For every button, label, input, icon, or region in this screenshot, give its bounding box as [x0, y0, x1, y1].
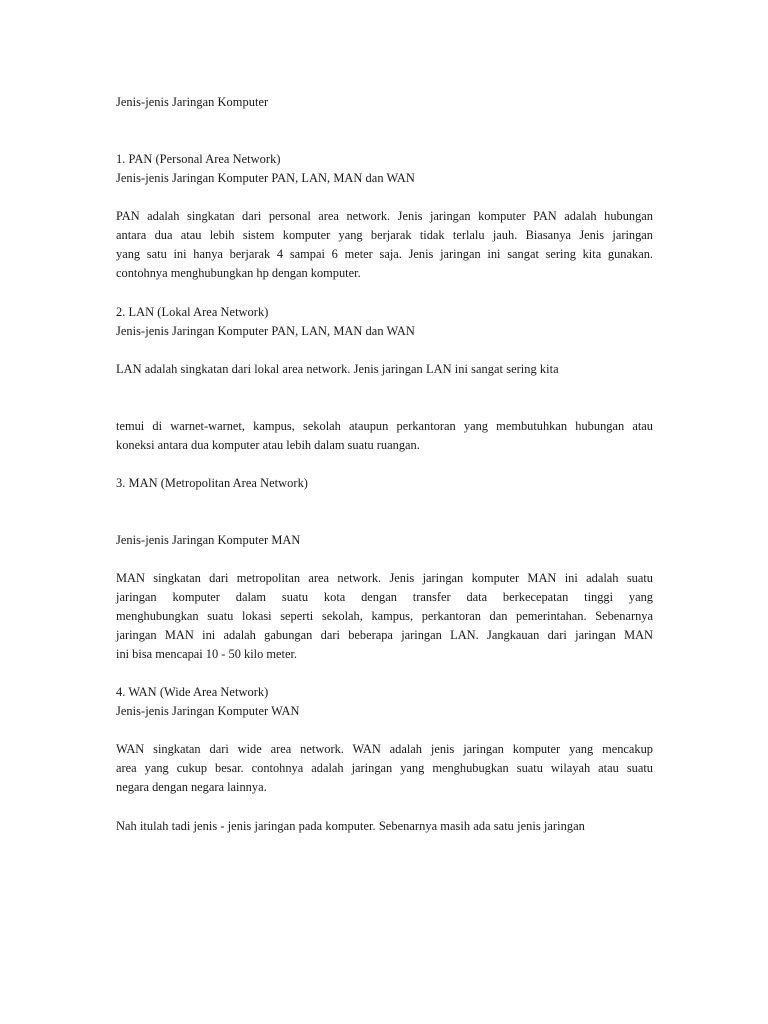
body-line: WAN singkatan dari wide area network. WAN adalah jenis jaringan komputer yang mencakup [116, 742, 653, 756]
body-line: yang satu ini hanya berjarak 4 sampai 6 meter saja. Jenis jaringan ini sangat sering kita gunakan. [116, 247, 653, 261]
body-line: ini bisa mencapai 10 - 50 kilo meter. [116, 647, 297, 661]
section-body-lan-part2 [116, 417, 653, 455]
body-line: antara dua atau lebih sistem komputer yang berjarak tidak terlalu jauh. Biasanya Jenis jaringan [116, 228, 653, 242]
section-heading-man: 3. MAN (Metropolitan Area Network) [116, 476, 308, 490]
body-line: koneksi antara dua komputer atau lebih dalam suatu ruangan. [116, 438, 420, 452]
section-caption-man: Jenis-jenis Jaringan Komputer MAN [116, 533, 301, 547]
closing-paragraph: Nah itulah tadi jenis - jenis jaringan pada komputer. Sebenarnya masih ada satu jenis jaringan [116, 819, 585, 833]
section-body-pan [116, 207, 653, 283]
body-line: menghubungkan suatu lokasi seperti sekolah, kampus, perkantoran dan pemerintahan. Sebenarnya [116, 609, 653, 623]
section-heading-lan: 2. LAN (Lokal Area Network) [116, 305, 269, 319]
section-body-man [116, 569, 653, 664]
section-heading-pan: 1. PAN (Personal Area Network) [116, 152, 281, 166]
section-heading-wan: 4. WAN (Wide Area Network) [116, 685, 269, 699]
body-line: jaringan MAN ini adalah gabungan dari beberapa jaringan LAN. Jangkauan dari jaringan MAN [116, 628, 653, 642]
body-line: MAN singkatan dari metropolitan area network. Jenis jaringan komputer MAN ini adalah suatu [116, 571, 653, 585]
section-body-lan-part1: LAN adalah singkatan dari lokal area network. Jenis jaringan LAN ini sangat sering kita [116, 362, 559, 376]
section-body-wan [116, 740, 653, 797]
section-caption-lan: Jenis-jenis Jaringan Komputer PAN, LAN, MAN dan WAN [116, 324, 415, 338]
body-line: jaringan komputer dalam suatu kota dengan transfer data berkecepatan tinggi yang [116, 590, 653, 604]
body-line: PAN adalah singkatan dari personal area network. Jenis jaringan komputer PAN adalah hubungan [116, 209, 653, 223]
document-title: Jenis-jenis Jaringan Komputer [116, 95, 269, 109]
body-line: area yang cukup besar. contohnya adalah jaringan yang menghubugkan suatu wilayah atau suatu [116, 761, 653, 775]
section-caption-wan: Jenis-jenis Jaringan Komputer WAN [116, 704, 300, 718]
body-line: negara dengan negara lainnya. [116, 780, 267, 794]
body-line: contohnya menghubungkan hp dengan komputer. [116, 266, 361, 280]
section-caption-pan: Jenis-jenis Jaringan Komputer PAN, LAN, MAN dan WAN [116, 171, 415, 185]
body-line: temui di warnet-warnet, kampus, sekolah ataupun perkantoran yang membutuhkan hubungan atau [116, 419, 653, 433]
